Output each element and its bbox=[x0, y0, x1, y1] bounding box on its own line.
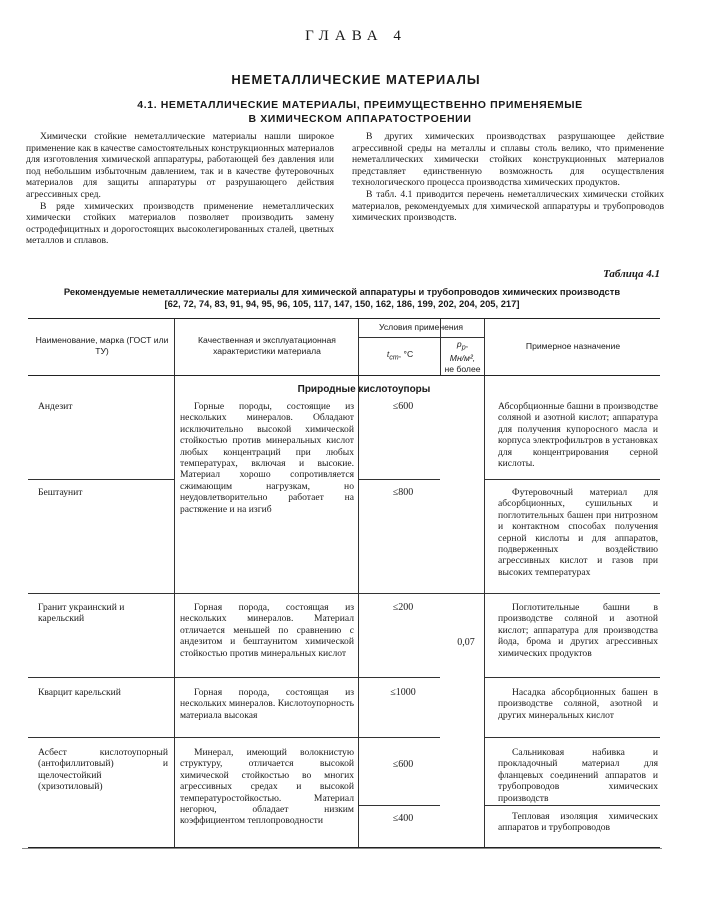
material-name: Бештаунит bbox=[38, 487, 83, 498]
header-temperature: $t_{ст}$, °C bbox=[386, 349, 414, 362]
section-number: 4.1. bbox=[137, 99, 158, 111]
table-label: Таблица 4.1 bbox=[603, 268, 660, 280]
material-name: Гранит украинский и карельский bbox=[38, 602, 125, 625]
table-caption bbox=[22, 286, 662, 310]
purpose-text: Поглотительные башни в производстве соляной и азотной кислот; аппаратура для производства йода, брома и других агрессивных химических продуктов bbox=[498, 602, 658, 659]
purpose-text: Тепловая изоляция химических аппаратов и трубопроводов bbox=[498, 811, 658, 834]
bottom-rule bbox=[22, 848, 662, 849]
pressure-value: 0,07 bbox=[457, 637, 475, 648]
section-title-line2: В ХИМИЧЕСКОМ АППАРАТОСТРОЕНИИ bbox=[248, 113, 472, 125]
header-pressure: $p_p$, Мн/м², не более bbox=[444, 339, 481, 374]
section-title bbox=[60, 98, 660, 126]
material-description: Минерал, имеющий волокнистую структуру, отличается высокой химической стойкостью во многих агрессивных средах и высокой температуростойкостью. Материал негорюч, обладает низким коэффициентом теплопроводности bbox=[180, 747, 354, 827]
temperature-value: ≤800 bbox=[392, 487, 414, 498]
temperature-value: ≤600 bbox=[392, 759, 414, 770]
materials-table bbox=[28, 318, 660, 848]
body-column-right bbox=[352, 131, 664, 224]
chapter-heading: ГЛАВА 4 bbox=[305, 28, 407, 44]
paragraph: Химически стойкие неметаллические материалы нашли широкое применение как в качестве самостоятельных конструкционных материалов для изготовления химической аппаратуры, работающей без давления или под небольшим избыточным давлением, так и в качестве футеровочных материалов для защиты аппаратуры от разрушающего действия агрессивных сред. bbox=[26, 131, 334, 200]
purpose-text: Сальниковая набивка и прокладочный материал для фланцевых соединений аппаратов и трубопроводов химических производств bbox=[498, 747, 658, 804]
row-rule bbox=[28, 737, 440, 738]
header-rule bbox=[358, 337, 484, 338]
body-column-left bbox=[26, 131, 334, 247]
table-caption-refs: [62, 72, 74, 83, 91, 94, 95, 96, 105, 117, 147, 150, 162, 186, 199, 202, 204, 205, 217] bbox=[164, 298, 520, 309]
row-rule bbox=[484, 677, 660, 678]
material-name: Кварцит карельский bbox=[38, 687, 121, 698]
header-rule bbox=[28, 375, 660, 376]
material-description: Горная порода, состоящая из нескольких минералов. Материал отличается меньшей по сравнению с андезитом и бештаунитом химической стойкостью против минеральных кислот bbox=[180, 602, 354, 659]
column-divider bbox=[358, 319, 359, 847]
main-title: НЕМЕТАЛЛИЧЕСКИЕ МАТЕРИАЛЫ bbox=[231, 72, 481, 87]
row-rule bbox=[358, 805, 440, 806]
paragraph: В ряде химических производств применение неметаллических химически стойких материалов позволяет производить замену остродефицитных и дорогостоящих высоколегированных сталей, цветных металлов и сплавов. bbox=[26, 200, 334, 247]
row-rule bbox=[484, 479, 660, 480]
row-rule bbox=[28, 479, 174, 480]
table-caption-title: Рекомендуемые неметаллические материалы для химической аппаратуры и трубопроводов химических производств bbox=[63, 286, 621, 297]
material-description: Горные породы, состоящие из нескольких минералов. Обладают исключительно высокой химической стойкостью против минеральных кислот любых концентраций при любых температурах, включая и высокие. Материал хорошо сопротивляется сжимающим нагрузкам, но неудовлетворительно работает на растяжение и на изгиб bbox=[180, 401, 354, 515]
header-characteristics: Качественная и эксплуатационная характеристики материала bbox=[198, 335, 336, 356]
temperature-value: ≤400 bbox=[392, 813, 414, 824]
group-heading: Природные кислотоупоры bbox=[297, 384, 431, 395]
purpose-text: Футеровочный материал для абсорбционных, сушильных и поглотительных башен при нитрозном и контактном способах получения серной кислоты и для аппаратов, подверженных воздействию агрессивных кислот и газов при высоких температурах bbox=[498, 487, 658, 578]
header-conditions: Условия применения bbox=[378, 322, 464, 332]
material-name: Андезит bbox=[38, 401, 73, 412]
purpose-text: Абсорбционные башни в производстве соляной и азотной кислот; аппаратура для получения купоросного масла и корпуса электрофильтров в установках для концентрирования серной кислоты. bbox=[498, 401, 658, 470]
row-rule bbox=[484, 805, 660, 806]
temperature-value: ≤1000 bbox=[390, 687, 416, 698]
row-rule bbox=[358, 479, 440, 480]
header-name: Наименование, марка (ГОСТ или ТУ) bbox=[35, 335, 169, 356]
temperature-value: ≤600 bbox=[392, 401, 414, 412]
row-rule bbox=[484, 737, 660, 738]
purpose-text: Насадка абсорбционных башен в производстве соляной, азотной и других минеральных кислот bbox=[498, 687, 658, 721]
row-rule bbox=[28, 677, 440, 678]
header-purpose: Примерное назначение bbox=[525, 341, 621, 351]
paragraph: В других химических производствах разрушающее действие агрессивной среды на металлы и сплавы столь велико, что применение неметаллических химически стойких конструкционных материалов представляет единственную возможность для осуществления технологического процесса производства химических продуктов. bbox=[352, 131, 664, 189]
material-description: Горная порода, состоящая из нескольких минералов. Кислотоупорность материала высокая bbox=[180, 687, 354, 721]
column-divider bbox=[484, 319, 485, 847]
temperature-value: ≤200 bbox=[392, 602, 414, 613]
paragraph: В табл. 4.1 приводится перечень неметаллических химически стойких материалов, рекомендуемых для химической аппаратуры и трубопроводов химических производств. bbox=[352, 188, 664, 224]
material-name: Асбест кислотоупорный (антофиллитовый) и щелочестойкий (хризотиловый) bbox=[38, 747, 168, 793]
column-divider bbox=[174, 319, 175, 847]
section-title-text1: НЕМЕТАЛЛИЧЕСКИЕ МАТЕРИАЛЫ, ПРЕИМУЩЕСТВЕННО ПРИМЕНЯЕМЫЕ bbox=[160, 99, 583, 111]
section-title-line1 bbox=[60, 98, 660, 112]
row-rule bbox=[28, 593, 660, 594]
